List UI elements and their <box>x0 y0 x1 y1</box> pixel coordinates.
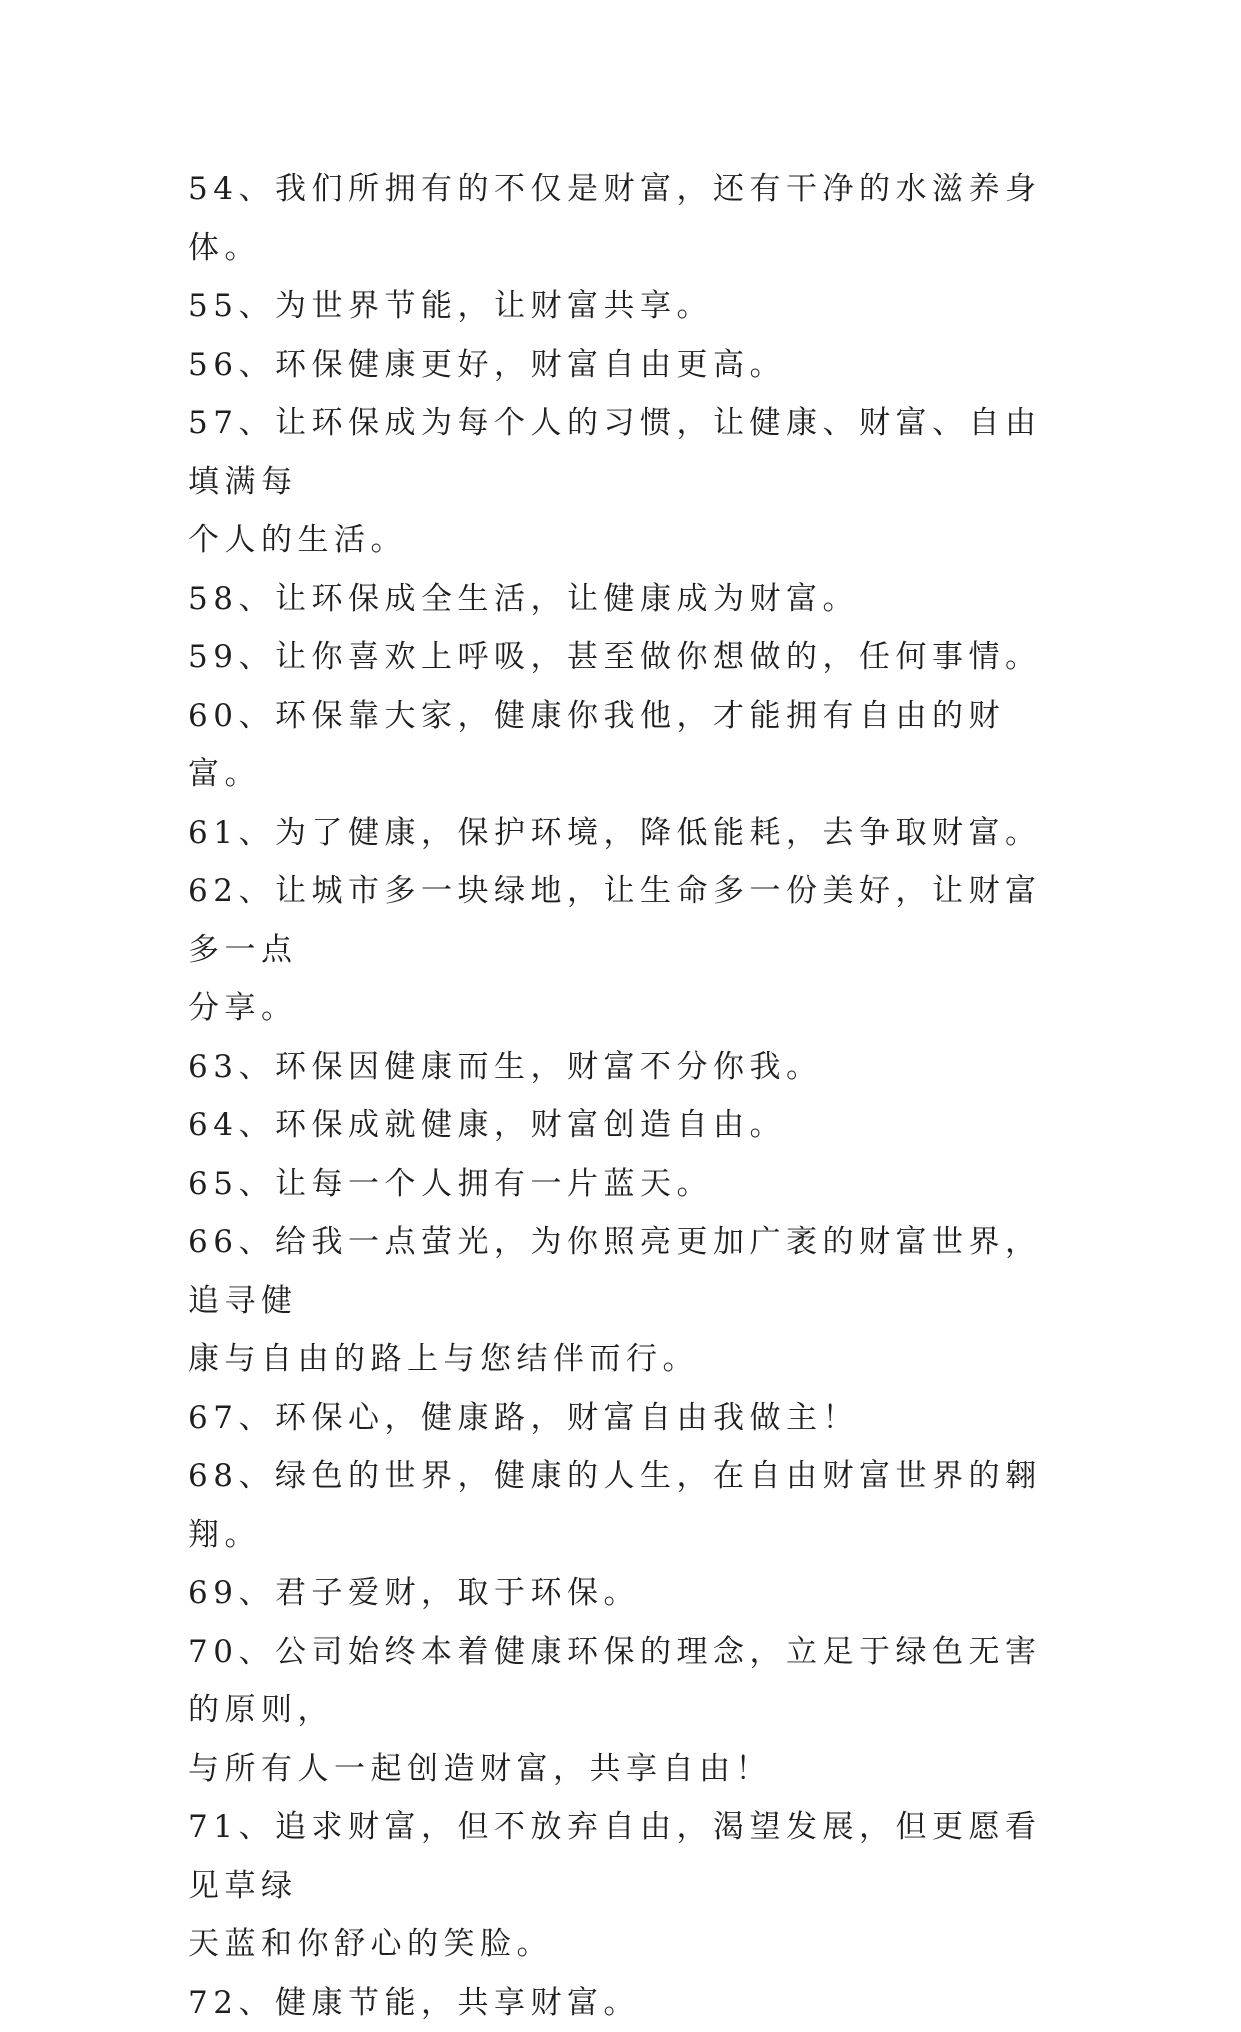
slogan-57 <box>188 394 1068 570</box>
slogan-62 <box>188 862 1068 1038</box>
slogan-63 <box>188 1038 1068 1097</box>
slogan-61 <box>188 804 1068 863</box>
slogan-text-continued: 康与自由的路上与您结伴而行。 <box>188 1341 699 1377</box>
slogan-text: 62、让城市多一块绿地，让生命多一份美好，让财富多一点 <box>188 873 1041 968</box>
document-body <box>188 160 1068 2032</box>
slogan-text: 56、环保健康更好，财富自由更高。 <box>188 347 786 383</box>
slogan-67 <box>188 1389 1068 1448</box>
slogan-64 <box>188 1096 1068 1155</box>
slogan-text: 58、让环保成全生活，让健康成为财富。 <box>188 581 859 617</box>
slogan-text-continued: 分享。 <box>188 990 298 1026</box>
slogan-69 <box>188 1564 1068 1623</box>
slogan-text: 66、给我一点萤光，为你照亮更加广袤的财富世界，追寻健 <box>188 1224 1041 1319</box>
slogan-text: 71、追求财富，但不放弃自由，渴望发展，但更愿看见草绿 <box>188 1809 1041 1904</box>
slogan-text: 59、让你喜欢上呼吸，甚至做你想做的，任何事情。 <box>188 639 1041 675</box>
slogan-56 <box>188 336 1068 395</box>
slogan-54 <box>188 160 1068 277</box>
slogan-71 <box>188 1798 1068 1974</box>
slogan-60 <box>188 687 1068 804</box>
slogan-text-continued: 与所有人一起创造财富，共享自由！ <box>188 1751 772 1787</box>
slogan-66 <box>188 1213 1068 1389</box>
slogan-55 <box>188 277 1068 336</box>
slogan-text: 57、让环保成为每个人的习惯，让健康、财富、自由填满每 <box>188 405 1041 500</box>
slogan-text: 55、为世界节能，让财富共享。 <box>188 288 713 324</box>
slogan-text: 61、为了健康，保护环境，降低能耗，去争取财富。 <box>188 815 1041 851</box>
slogan-70 <box>188 1623 1068 1799</box>
slogan-text: 72、健康节能，共享财富。 <box>188 1985 640 2021</box>
slogan-text: 64、环保成就健康，财富创造自由。 <box>188 1107 786 1143</box>
slogan-text: 60、环保靠大家，健康你我他，才能拥有自由的财富。 <box>188 698 1005 793</box>
slogan-text: 54、我们所拥有的不仅是财富，还有干净的水滋养身体。 <box>188 171 1041 266</box>
slogan-text: 63、环保因健康而生，财富不分你我。 <box>188 1049 822 1085</box>
slogan-65 <box>188 1155 1068 1214</box>
slogan-59 <box>188 628 1068 687</box>
slogan-text: 68、绿色的世界，健康的人生，在自由财富世界的翱翔。 <box>188 1458 1041 1553</box>
slogan-72 <box>188 1974 1068 2032</box>
slogan-text: 67、环保心，健康路，财富自由我做主！ <box>188 1400 859 1436</box>
slogan-58 <box>188 570 1068 629</box>
slogan-text: 69、君子爱财，取于环保。 <box>188 1575 640 1611</box>
slogan-text: 65、让每一个人拥有一片蓝天。 <box>188 1166 713 1202</box>
slogan-text: 70、公司始终本着健康环保的理念，立足于绿色无害的原则， <box>188 1634 1041 1729</box>
slogan-text-continued: 天蓝和你舒心的笑脸。 <box>188 1926 553 1962</box>
slogan-68 <box>188 1447 1068 1564</box>
slogan-text-continued: 个人的生活。 <box>188 522 407 558</box>
